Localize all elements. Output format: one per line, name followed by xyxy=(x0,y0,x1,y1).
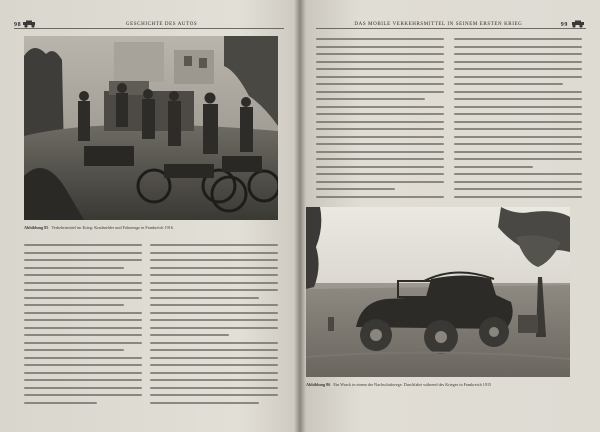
left-photo-caption xyxy=(24,225,278,231)
right-text-column-1 xyxy=(316,38,444,203)
left-text-column-1 xyxy=(24,244,142,409)
left-caption-text: Verkehrsmittel im Krieg: Kradmelder und Fahrzeuge in Frankreich 1916 xyxy=(51,225,173,230)
right-text-column-2 xyxy=(454,38,582,203)
left-photo xyxy=(24,36,278,220)
left-page-number: 98 xyxy=(14,22,22,28)
right-photo-caption xyxy=(306,382,570,388)
right-page xyxy=(302,0,600,432)
left-page xyxy=(0,0,298,432)
right-photo xyxy=(306,207,570,377)
right-page-number: 99 xyxy=(560,22,568,28)
left-running-header xyxy=(14,14,284,29)
right-caption-label: Abbildung 86 xyxy=(306,382,331,387)
car-logo-icon xyxy=(568,20,586,28)
right-running-header xyxy=(316,14,586,29)
car-logo-icon xyxy=(21,20,39,28)
left-caption-label: Abbildung 85 xyxy=(24,225,49,230)
left-running-head: GESCHICHTE DES AUTOS xyxy=(125,22,198,27)
left-text-column-2 xyxy=(150,244,278,409)
right-caption-text: Ein Wrack in einem der Nachschubwege. Durchfahrt während des Krieges in Frankreich 1915 xyxy=(333,382,492,387)
right-running-head: DAS MOBILE VERKEHRSMITTEL IN SEINEM ERSTEN KRIEG xyxy=(354,22,523,27)
